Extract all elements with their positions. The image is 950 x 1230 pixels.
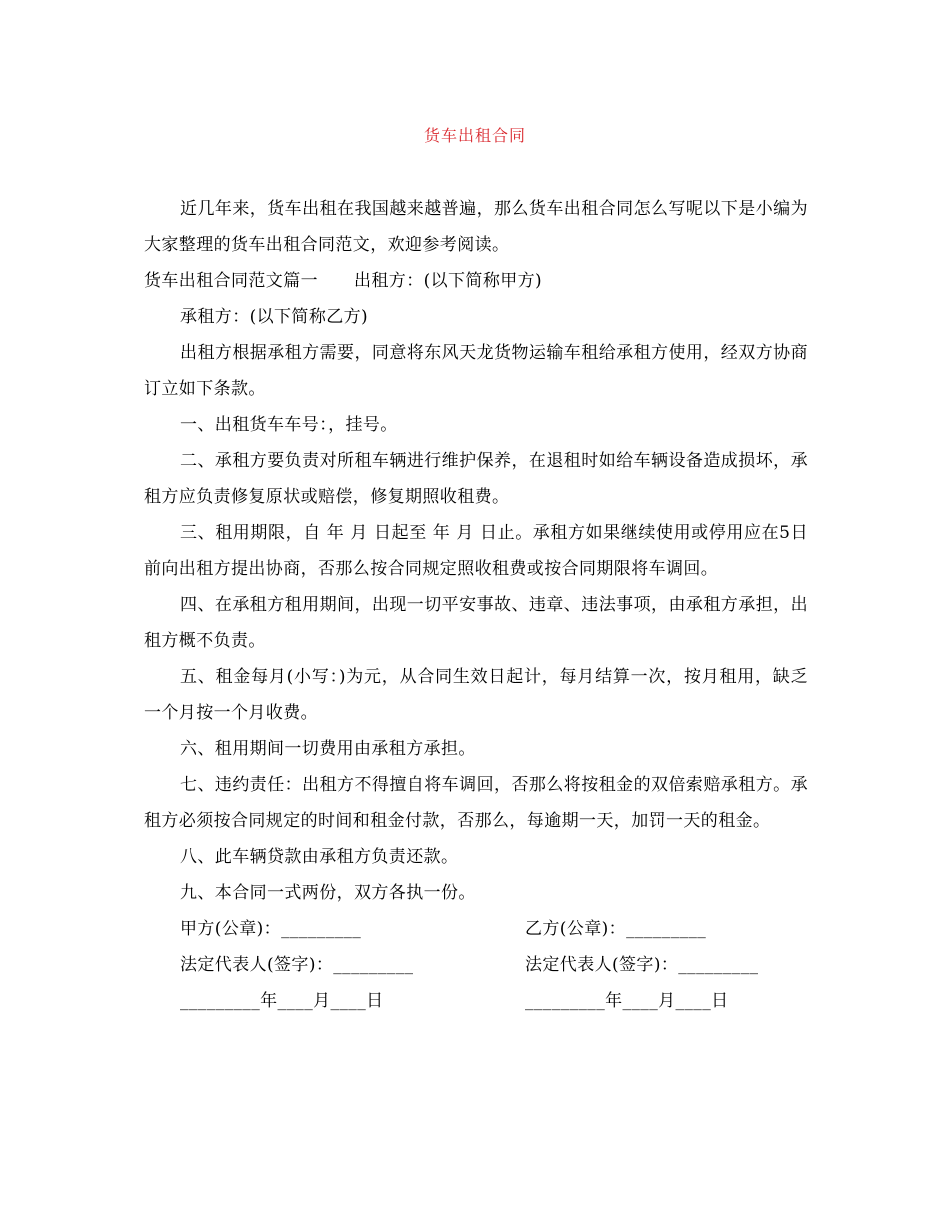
party-b-seal: 乙方(公章)：_________ (525, 919, 707, 939)
party-b-date: _________年____月____日 (525, 991, 729, 1011)
clause-3: 三、租用期限，自 年 月 日起至 年 月 日止。承租方如果继续使用或停用应在5日前向出租方提出协商，否那么按合同规定照收租费或按合同期限将车调回。 (144, 523, 808, 579)
clause-1: 一、出租货车车号：，挂号。 (180, 415, 398, 435)
clause-7: 七、违约责任：出租方不得擅自将车调回，否那么将按租金的双倍索赔承租方。承租方必须按合同规定的时间和租金付款，否那么，每逾期一天，加罚一天的租金。 (144, 775, 808, 831)
party-a-seal: 甲方(公章)：_________ (180, 919, 362, 939)
document-body (144, 191, 808, 1019)
document-title: 货车出租合同 (423, 126, 526, 145)
clause-2: 二、承租方要负责对所租车辆进行维护保养，在退租时如给车辆设备造成损坏，承租方应负责修复原状或赔偿，修复期照收租费。 (144, 451, 808, 507)
party-a-representative: 法定代表人(签字)：_________ (180, 955, 414, 975)
section-heading-line (144, 263, 808, 299)
clause-9: 九、本合同一式两份，双方各执一份。 (180, 883, 476, 903)
lessee-line: 承租方：(以下简称乙方) (180, 307, 369, 327)
party-b-representative: 法定代表人(签字)：_________ (525, 955, 759, 975)
clause-6: 六、租用期间一切费用由承租方承担。 (180, 739, 476, 759)
clause-8: 八、此车辆贷款由承租方负责还款。 (180, 847, 459, 867)
party-a-date: _________年____月____日 (180, 991, 384, 1011)
intro-paragraph: 近几年来，货车出租在我国越来越普遍，那么货车出租合同怎么写呢以下是小编为大家整理的货车出租合同范文，欢迎参考阅读。 (144, 199, 808, 255)
clause-5: 五、租金每月(小写：)为元，从合同生效日起计，每月结算一次，按月租用，缺乏一个月按一个月收费。 (144, 667, 808, 723)
preamble-paragraph: 出租方根据承租方需要，同意将东风天龙货物运输车租给承租方使用，经双方协商订立如下条款。 (144, 343, 808, 399)
date-row (144, 983, 808, 1019)
clause-4: 四、在承租方租用期间，出现一切平安事故、违章、违法事项，由承租方承担，出租方概不负责。 (144, 595, 808, 651)
lessor-line: 出租方：(以下简称甲方) (354, 271, 543, 291)
section-heading: 货车出租合同范文篇一 (144, 271, 318, 291)
seal-row (144, 911, 808, 947)
representative-row (144, 947, 808, 983)
